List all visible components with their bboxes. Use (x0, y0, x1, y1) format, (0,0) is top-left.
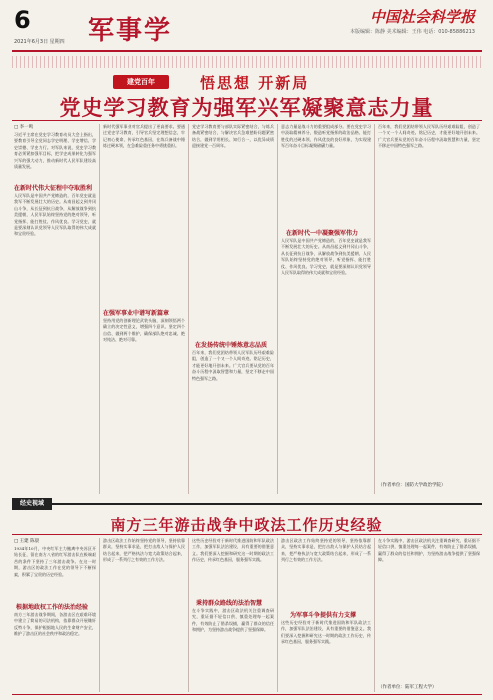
badge (113, 75, 169, 89)
body-paragraph: 人民军队是中国共产党缔造的，百年党史就是我军不断发展壮大的历史。从南昌起义到井冈山斗争，从长征到抗日战争，从解放战争到抗美援朝，人民军队始终坚持党的绝对领导，听党指挥、能打胜仗、作风优良。学习党史，就是要深刻认识党领导人民军队取得的伟大成就和宝贵经验。 (281, 238, 371, 276)
body-paragraph: 这些历史经验对于新时代推进国防和军队政法工作，加强军队法治建设，具有重要的借鉴意义。我们要深入挖掘和研究这一时期的政法工作历史，传承红色基因，服务强军实践。 (192, 538, 274, 563)
badge-label: 建党百年 (127, 78, 155, 86)
body-paragraph: 百年来，我们党团结带领人民军队历经艰难险阻，创造了一个又一个人间奇迹。铭记历史，才能更好地开创未来。广大官兵要从党的百年奋斗历程中汲取智慧和力量，坚定不移走中国特色强军之路。 (378, 124, 480, 149)
section-tag: 经史视域 (12, 498, 52, 510)
column-rule (374, 124, 375, 494)
body-paragraph: 这些历史经验对于新时代推进国防和军队政法工作，加强军队法治建设，具有重要的借鉴意义。我们要深入挖掘和研究这一时期的政法工作历史，传承红色基因，服务强军实践。 (281, 620, 371, 645)
body-paragraph: 党史学习教育要与部队实际紧密结合，与练兵备战紧密结合，与解决官兵急难愁盼问题紧密结合，做到学用相长、知行合一，以优异成绩迎接建党一百周年。 (192, 124, 274, 149)
article-author: □ 王建 陈晨 (14, 539, 40, 544)
body-paragraph: 新时代强军事业对官兵提出了更高要求。要通过党史学习教育，引导官兵坚定理想信念，牢记初心使命，传承红色基因，在练兵备战中锤炼过硬本领，在急难险重任务中勇挑重担。 (103, 124, 185, 149)
column-rule (277, 124, 278, 494)
masthead (0, 0, 493, 70)
headline-rule (12, 534, 482, 535)
body-paragraph: 游击区政法工作始终坚持党的领导，坚持依靠群众，坚持实事求是，把打击敌人与保护人民结合起来，把严格执法与宽大政策结合起来，形成了一系列行之有效的工作方法。 (103, 538, 185, 563)
body-paragraph: 意志力量是战斗力的重要组成部分。要在党史学习中汲取精神养分，锻造听党指挥的政治品格、能打胜仗的过硬本领、作风优良的良好形象，为实现建军百年奋斗目标凝聚磅礴力量。 (281, 124, 371, 149)
kicker: 悟思想 开新局 (200, 74, 310, 92)
section-line (52, 503, 482, 505)
subheading: 为军事斗争提供有力支撑 (290, 612, 357, 619)
paper-logo: 中国社会科学报 (369, 8, 475, 26)
body-paragraph: 南方三年游击战争期间，各游击区在艰难环境中建立了简易的司法机构，依靠群众开展锄奸反特斗争，保护根据地人民的生命财产安全，维护了游击区的社会秩序和政治稳定。 (14, 612, 96, 637)
subheading: 在发扬传统中锤炼意志品质 (195, 342, 268, 349)
column-rule (374, 538, 375, 692)
headline-rule (12, 120, 482, 121)
author-affiliation: （作者单位：国防大学政治学院） (378, 483, 446, 488)
author-affiliation: （作者单位：陆军工程大学） (378, 685, 437, 690)
body-paragraph: 在斗争实践中，游击区政法机关注重调查研究，重证据不轻信口供，慎重处理每一起案件，有效防止了错杀误捕，赢得了群众的信任和拥护，为坚持游击战争提供了坚强保障。 (192, 608, 274, 633)
subheading: 在新时代一中凝聚强军伟力 (286, 230, 359, 237)
body-paragraph: 百年来，我们党团结带领人民军队历经艰难险阻，创造了一个又一个人间奇迹。铭记历史，才能更好地开创未来。广大官兵要从党的百年奋斗历程中汲取智慧和力量，坚定不移走中国特色强军之路。 (192, 350, 274, 381)
footer-rule (12, 694, 482, 695)
column-rule (277, 538, 278, 692)
subheading: 根据地政权工作的法治经验 (16, 604, 89, 611)
decorative-stripes (12, 56, 482, 68)
article-headline: 南方三年游击战争中政法工作历史经验 (110, 516, 383, 534)
date-line: 2021年6月3日 星期四 (14, 39, 65, 45)
column-rule (188, 538, 189, 692)
column-rule (99, 538, 100, 692)
body-paragraph: 坚持用党的创新理论武装头脑，深刻领悟两个确立的决定性意义，增强四个意识、坚定四个自信、做到两个维护，确保部队绝对忠诚、绝对纯洁、绝对可靠。 (103, 318, 185, 343)
subheading: 秉持群众路线的法治智慧 (196, 600, 263, 607)
article-headline: 党史学习教育为强军兴军凝聚意志力量 (59, 95, 434, 120)
body-paragraph: 1934年10月，中央红军主力撤离中央苏区开始长征，留在南方八省的红军游击队在极端艰苦的条件下坚持了三年游击战争。在这一时期，游击区的政法工作在党的领导下不断探索，积累了宝贵的历史经验。 (14, 546, 96, 577)
section-title: 军事学 (88, 16, 173, 46)
page-number: 6 (14, 6, 31, 34)
column-rule (99, 124, 100, 494)
body-paragraph: 习近平主席在党史学习教育动员大会上指出，要教育引导全党同志学史明理、学史增信、学史崇德、学史力行。对军队来说，党史学习教育必须紧扣强军目标，把学史成果转化为强军兴军的强大动力，推动新时代人民军队建设高质量发展。 (14, 132, 96, 170)
article-author: □ 李一鸣 (14, 125, 34, 130)
section-bar (12, 498, 482, 510)
body-paragraph: 游击区政法工作始终坚持党的领导，坚持依靠群众，坚持实事求是，把打击敌人与保护人民结合起来，把严格执法与宽大政策结合起来，形成了一系列行之有效的工作方法。 (281, 538, 371, 563)
masthead-rule (12, 50, 482, 52)
body-paragraph: 在斗争实践中，游击区政法机关注重调查研究，重证据不轻信口供，慎重处理每一起案件，有效防止了错杀误捕，赢得了群众的信任和拥护，为坚持游击战争提供了坚强保障。 (378, 538, 480, 563)
subheading: 在强军事业中谱写新篇章 (103, 310, 170, 317)
body-paragraph: 人民军队是中国共产党缔造的，百年党史就是我军不断发展壮大的历史。从南昌起义到井冈山斗争，从长征到抗日战争，从解放战争到抗美援朝，人民军队始终坚持党的绝对领导，听党指挥、能打胜仗、作风优良。学习党史，就是要深刻认识党领导人民军队取得的伟大成就和宝贵经验。 (14, 193, 96, 237)
column-rule (188, 124, 189, 494)
editor-line: 本版编辑：陈静 美术编辑：王伟 电话：010-85886213 (350, 29, 475, 35)
subheading: 在新时代伟大征程中夺取胜利 (14, 185, 93, 192)
